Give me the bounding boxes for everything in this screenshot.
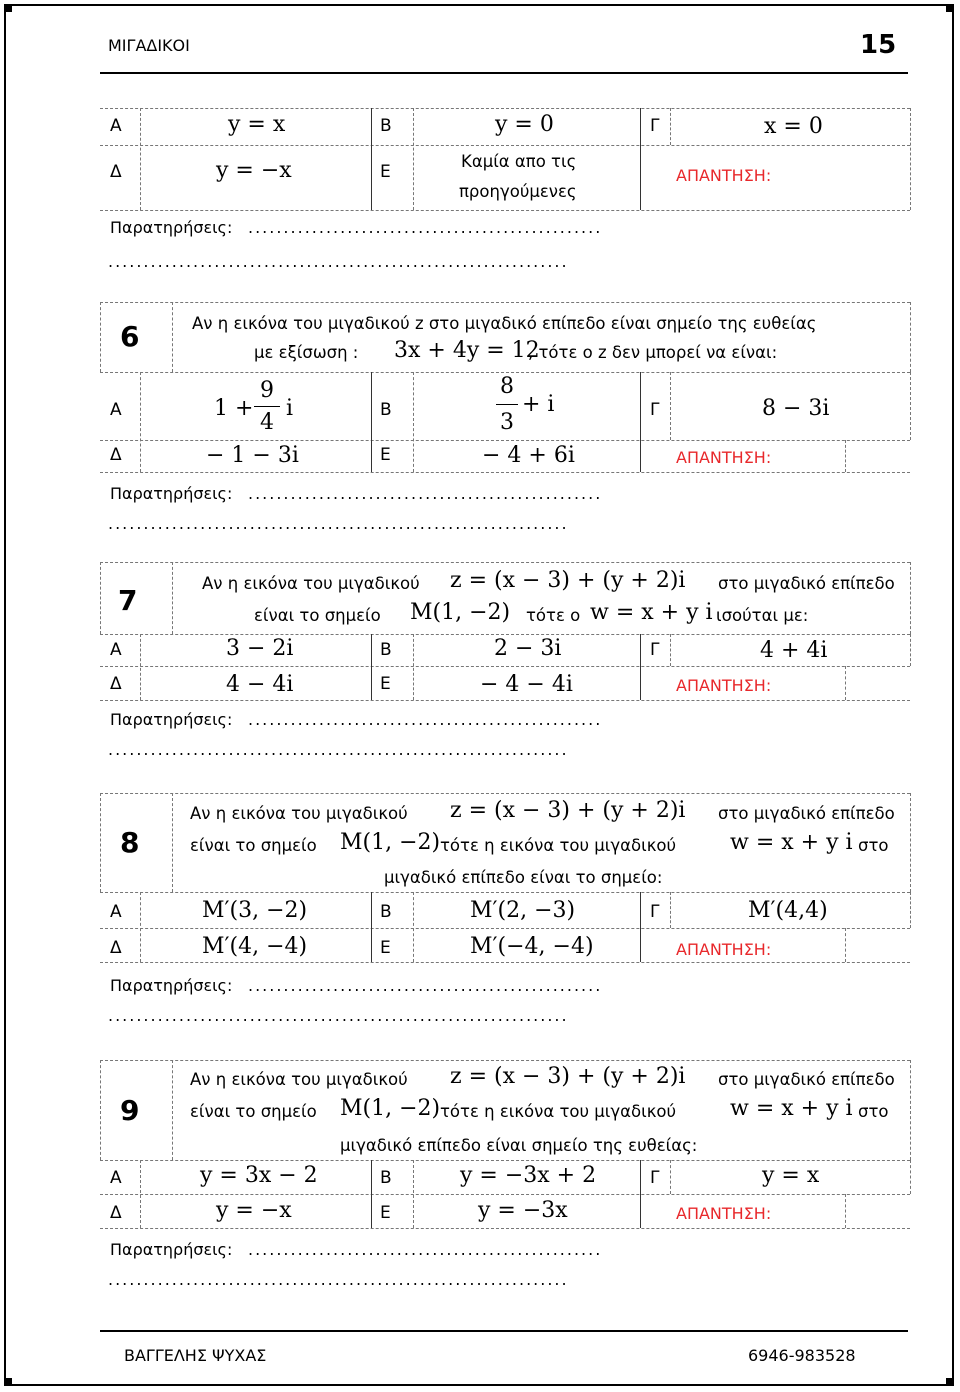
answer-label: ΑΠΑΝΤΗΣΗ: [676,676,772,695]
option-b[interactable]: M′(2, −3) [470,898,576,923]
option-a[interactable]: y = 3x − 2 [200,1163,318,1188]
option-d[interactable]: 4 − 4i [226,672,294,697]
question-text: Αν η εικόνα του μιγαδικού [202,574,420,593]
question-number: 8 [120,826,140,859]
option-g[interactable]: 8 − 3i [762,396,830,421]
option-g[interactable]: M′(4,4) [748,898,828,923]
option-label-a: Α [110,116,122,136]
equation: z = (x − 3) + (y + 2)i [450,798,686,823]
option-label-g: Γ [650,1168,660,1188]
remarks-dots[interactable]: .................................................. [248,1240,603,1259]
question-text: είναι το σημείο [254,606,381,625]
option-label-d: Δ [110,938,122,958]
question-text: Αν η εικόνα του μιγαδικού [190,804,408,823]
option-d[interactable]: − 1 − 3i [206,443,299,468]
option-d[interactable]: y = −x [216,158,292,183]
option-g[interactable]: y = x [762,1163,820,1188]
option-label-e: Ε [380,938,391,958]
remarks-dots[interactable]: ................................................................. [108,514,569,533]
equation: z = (x − 3) + (y + 2)i [450,1064,686,1089]
option-e-line1[interactable]: Καμία απο τις [461,152,577,171]
remarks-dots[interactable]: .................................................. [248,484,603,503]
question-number: 6 [120,320,140,353]
question-text: Αν η εικόνα του μιγαδικού [190,1070,408,1089]
option-label-d: Δ [110,1203,122,1223]
question-text: , τότε ο z δεν μπορεί να είναι: [528,343,778,362]
footer-author: ΒΑΓΓΕΛΗΣ ΨΥΧΑΣ [124,1346,267,1365]
option-label-e: Ε [380,162,391,182]
option-e[interactable]: M′(−4, −4) [470,934,594,959]
question-text: τότε ο [526,606,581,625]
equation: z = (x − 3) + (y + 2)i [450,568,686,593]
option-label-g: Γ [650,902,660,922]
question-text: μιγαδικό επίπεδο είναι το σημείο: [384,868,663,887]
option-b[interactable]: 2 − 3i [494,636,562,661]
equation: M(1, −2) [410,600,511,625]
corner-mark [4,1378,12,1386]
question-text: στο μιγαδικό επίπεδο [718,574,895,593]
option-label-e: Ε [380,1203,391,1223]
answer-label: ΑΠΑΝΤΗΣΗ: [676,166,772,185]
option-label-b: Β [380,902,392,922]
option-label-a: Α [110,902,122,922]
option-label-e: Ε [380,674,391,694]
option-label-a: Α [110,1168,122,1188]
option-label-g: Γ [650,116,660,136]
corner-mark [946,4,954,12]
question-text: στο μιγαδικό επίπεδο [718,1070,895,1089]
answer-label: ΑΠΑΝΤΗΣΗ: [676,940,772,959]
option-label-b: Β [380,116,392,136]
option-e-line2[interactable]: προηγούμενες [459,182,577,201]
question-text: Αν η εικόνα του μιγαδικού z στο μιγαδικό επίπεδο είναι σημείο της ευθείας [192,314,817,333]
question-number: 9 [120,1094,140,1127]
option-g[interactable]: x = 0 [764,114,823,139]
question-text: τότε η εικόνα του μιγαδικού [440,836,677,855]
option-a[interactable]: 3 − 2i [226,636,294,661]
question-text: είναι το σημείο [190,1102,317,1121]
question-text: τότε η εικόνα του μιγαδικού [440,1102,677,1121]
answer-label: ΑΠΑΝΤΗΣΗ: [676,448,772,467]
question-text: στο [858,1102,889,1121]
question-text: ισούται με: [716,606,809,625]
option-label-g: Γ [650,640,660,660]
footer-phone: 6946-983528 [748,1346,856,1365]
corner-mark [4,4,12,12]
remarks-dots[interactable]: .................................................. [248,710,603,729]
question-text: με εξίσωση : [254,343,359,362]
option-e[interactable]: − 4 + 6i [482,443,575,468]
header-title: ΜΙΓΑΔΙΚΟΙ [108,36,190,55]
equation: M(1, −2) [340,830,441,855]
question-text: μιγαδικό επίπεδο είναι σημείο της ευθείας: [340,1136,698,1155]
option-b[interactable]: y = −3x + 2 [460,1163,597,1188]
option-a[interactable]: y = x [228,112,286,137]
option-label-a: Α [110,640,122,660]
option-b[interactable]: y = 0 [495,112,554,137]
question-number: 7 [118,584,138,617]
remarks-label: Παρατηρήσεις: [110,484,233,503]
option-label-b: Β [380,1168,392,1188]
equation: w = x + y i [590,600,713,625]
question-text: στο μιγαδικό επίπεδο [718,804,895,823]
option-label-d: Δ [110,674,122,694]
header-rule [100,72,908,74]
remarks-dots[interactable]: ................................................................. [108,252,569,271]
corner-mark [946,1378,954,1386]
option-label-d: Δ [110,162,122,182]
equation: w = x + y i [730,1096,853,1121]
option-a[interactable]: M′(3, −2) [202,898,308,923]
option-label-b: Β [380,640,392,660]
option-d[interactable]: M′(4, −4) [202,934,308,959]
remarks-dots[interactable]: .................................................. [248,218,603,237]
option-e[interactable]: y = −3x [478,1198,568,1223]
remarks-dots[interactable]: ................................................................. [108,1270,569,1289]
remarks-dots[interactable]: ................................................................. [108,740,569,759]
footer-rule [100,1330,908,1332]
equation: w = x + y i [730,830,853,855]
remarks-label: Παρατηρήσεις: [110,218,233,237]
remarks-label: Παρατηρήσεις: [110,1240,233,1259]
option-label-d: Δ [110,445,122,465]
option-label-g: Γ [650,400,660,420]
equation: 3x + 4y = 12 [394,338,540,363]
option-label-e: Ε [380,445,391,465]
option-label-b: Β [380,400,392,420]
option-g[interactable]: 4 + 4i [760,638,828,663]
answer-label: ΑΠΑΝΤΗΣΗ: [676,1204,772,1223]
option-label-a: Α [110,400,122,420]
equation: M(1, −2) [340,1096,441,1121]
question-text: στο [858,836,889,855]
option-e[interactable]: − 4 − 4i [480,672,573,697]
option-d[interactable]: y = −x [216,1198,292,1223]
question-text: είναι το σημείο [190,836,317,855]
page-number: 15 [860,30,897,60]
remarks-dots[interactable]: .................................................. [248,976,603,995]
remarks-label: Παρατηρήσεις: [110,710,233,729]
remarks-label: Παρατηρήσεις: [110,976,233,995]
remarks-dots[interactable]: ................................................................. [108,1006,569,1025]
